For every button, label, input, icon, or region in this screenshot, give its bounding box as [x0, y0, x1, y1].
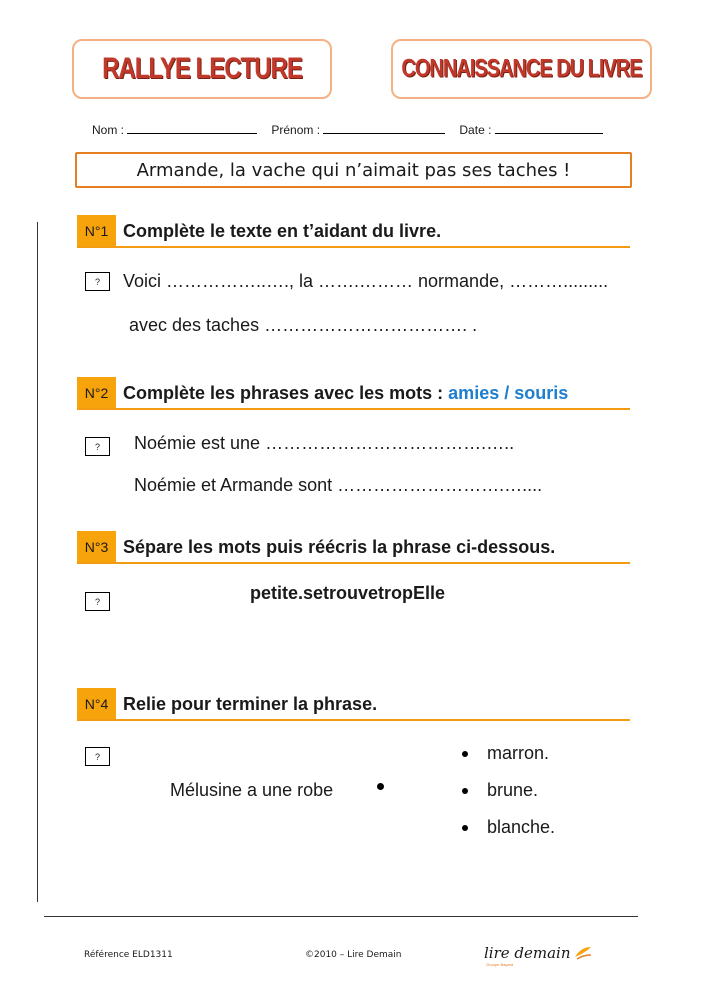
question-3-sentence: petite.setrouvetropElle [250, 583, 446, 603]
lire-demain-logo [484, 944, 593, 967]
question-4-option-3[interactable] [462, 817, 555, 838]
question-1-title: Complète le texte en t’aidant du livre. [123, 221, 442, 241]
option-dot[interactable] [462, 751, 468, 757]
question-4-title: Relie pour terminer la phrase. [123, 694, 378, 714]
book-title-box [75, 152, 632, 188]
connaissance-livre-box [391, 39, 652, 99]
firstname-field[interactable] [271, 121, 445, 137]
question-4-option-1[interactable] [462, 743, 549, 764]
option-label: marron. [487, 743, 550, 763]
rallye-lecture-box [72, 39, 332, 99]
question-4-header [77, 688, 630, 721]
question-1-number: N°1 [77, 215, 116, 246]
identity-row [92, 121, 603, 137]
question-2-checkbox[interactable]: ? [85, 437, 110, 456]
connaissance-livre-title: CONNAISSANCE DU LIVRE [401, 54, 642, 83]
book-leaf-icon [573, 945, 593, 961]
question-3-number: N°3 [77, 531, 116, 562]
question-2-line-2[interactable]: Noémie et Armande sont ……………………….….... [134, 475, 543, 495]
footer-copyright: ©2010 – Lire Demain [305, 950, 402, 960]
question-2-number: N°2 [77, 377, 116, 408]
date-label: Date : [459, 123, 492, 137]
book-title: Armande, la vache qui n’aimait pas ses taches ! [136, 159, 571, 181]
logo-text: lire demain [484, 944, 571, 962]
option-label: brune. [487, 780, 539, 800]
firstname-label: Prénom : [271, 123, 321, 137]
question-2-word-bank: amies / souris [448, 383, 569, 403]
rallye-lecture-title: RALLYE LECTURE [102, 51, 302, 86]
question-3-header [77, 531, 630, 564]
name-field[interactable] [92, 121, 257, 137]
left-margin-rule [37, 222, 38, 902]
question-4-option-2[interactable] [462, 780, 538, 801]
question-2-title [123, 383, 568, 404]
question-2-title-prefix: Complète les phrases avec les mots : [123, 383, 444, 403]
question-1-line-1[interactable]: Voici ……………..…., la …….……… normande, ………......... [123, 271, 609, 291]
question-2-header [77, 377, 630, 410]
question-2-line-1[interactable]: Noémie est une ……………………………….….. [134, 433, 515, 453]
option-dot[interactable] [462, 788, 468, 794]
logo-subtext: Groupe Bayard [486, 962, 514, 967]
footer-reference: Référence ELD1311 [84, 950, 173, 960]
name-label: Nom : [92, 123, 125, 137]
question-1-line-2[interactable]: avec des taches ……………………………. . [129, 315, 478, 335]
question-3-checkbox[interactable]: ? [85, 592, 110, 611]
question-4-checkbox[interactable]: ? [85, 747, 110, 766]
question-4-stem: Mélusine a une robe [170, 780, 334, 800]
question-3-title: Sépare les mots puis réécris la phrase ci-dessous. [123, 537, 556, 557]
option-dot[interactable] [462, 825, 468, 831]
question-1-checkbox[interactable]: ? [85, 272, 110, 291]
question-4-number: N°4 [77, 688, 116, 719]
footer-divider [44, 916, 638, 917]
question-1-header [77, 215, 630, 248]
option-label: blanche. [487, 817, 556, 837]
question-4-stem-dot[interactable] [377, 783, 384, 790]
date-field[interactable] [459, 121, 602, 137]
